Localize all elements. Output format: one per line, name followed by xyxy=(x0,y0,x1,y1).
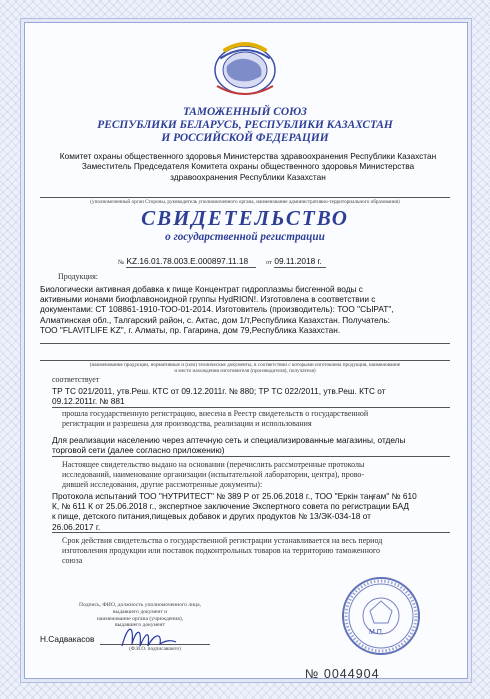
product-text xyxy=(40,284,454,335)
stamp-text: М.П. xyxy=(369,629,384,636)
serial-value: 0044904 xyxy=(323,667,380,681)
basis-line: К, № 611 К от 25.06.2018 г., экспертное заключение Экспертного совета по регистрации БАД xyxy=(52,501,410,512)
certificate-date: 09.11.2018 г. xyxy=(274,256,322,266)
usage-line: торговой сети (далее согласно приложению) xyxy=(52,445,225,456)
signature-caption-line: наименование органа (учреждения), xyxy=(96,615,184,622)
validity-text xyxy=(62,536,454,566)
divider xyxy=(274,267,326,268)
validity-line: Срок действия свидетельства о государственной регистрации устанавливается на весь период xyxy=(62,536,383,545)
serial-label: № xyxy=(305,667,320,681)
signature-caption-line: Подпись, ФИО, должность уполномоченного лица, xyxy=(79,602,201,608)
product-line: документами: СТ 108861-1910-ТОО-01-2014. Изготовитель (производитель): ТОО "СЫРАТ", xyxy=(40,304,394,315)
conformity-label: соответствует xyxy=(52,375,100,384)
validity-line: союза xyxy=(62,556,83,565)
validity-line: изготовления продукции или поставок подконтрольных товаров на территорию таможенного xyxy=(62,546,380,555)
union-title-line: ТАМОЖЕННЫЙ СОЮЗ xyxy=(183,106,307,118)
usage-line: Для реализации населению через аптечную сеть и специализированные магазины, отделы xyxy=(52,435,406,445)
basis-intro xyxy=(62,460,454,490)
basis-text xyxy=(52,491,456,532)
issuer-caption: (уполномоченный орган Стороны, руководитель уполномоченного органа, наименование административно-территориального образования) xyxy=(90,199,400,205)
issuer-line: здравоохранения Республики Казахстан xyxy=(170,171,326,182)
union-title-line: РЕСПУБЛИКИ БЕЛАРУСЬ, РЕСПУБЛИКИ КАЗАХСТАН xyxy=(97,119,393,131)
registration-line: регистрации и разрешена для производства, реализации и использования xyxy=(62,419,312,428)
divider xyxy=(52,456,450,457)
signature-caption-line: выдавшего документ xyxy=(115,622,165,629)
product-line: активными ионами биофлавоноидной группы HydRION!. Изготовлена в соответствии с xyxy=(40,294,376,305)
certificate-number: KZ.16.01.78.003.E.000897.11.18 xyxy=(126,256,249,266)
union-title-line: И РОССИЙСКОЙ ФЕДЕРАЦИИ xyxy=(161,132,329,144)
conformity-line: 09.12.2011г. № 881 xyxy=(52,396,125,407)
certificate-number-line xyxy=(118,256,248,266)
product-line: Биологически активная добавка к пище Концентрат гидроплазмы бисгенной воды с xyxy=(40,284,363,294)
basis-intro-line: исследований, наименование организации (испытательной лаборатории, центра), прово- xyxy=(62,470,365,479)
certificate-subtitle: о государственной регистрации xyxy=(165,231,325,243)
product-line: ТОО "FLAVITLIFE KZ", г. Алматы, пр. Гагарина, дом 79,Республика Казахстан. xyxy=(40,324,341,335)
basis-intro-line: Настоящее свидетельство выдано на основании (перечислить рассмотренные протоколы xyxy=(62,460,365,469)
customs-union-emblem-icon xyxy=(205,36,285,100)
issuer-line: Комитет охраны общественного здоровья Министерства здравоохранения Республики Казахстан xyxy=(59,151,437,161)
signer-name: Н.Садвакасов xyxy=(40,634,95,644)
basis-line: к пище, детского питания,пищевых добавок и других продуктов № 13/ЭК-034-18 от xyxy=(52,511,371,522)
signature-caption-line: выдавшего документ и xyxy=(112,608,168,615)
number-label: № xyxy=(118,259,125,266)
registration-statement xyxy=(62,409,454,429)
product-label: Продукция: xyxy=(58,272,98,281)
product-caption-line: и место нахождения изготовителя (производителя), получателя) xyxy=(174,368,316,374)
divider xyxy=(52,532,450,533)
divider xyxy=(40,197,450,198)
issuer-authority xyxy=(38,151,458,182)
divider xyxy=(40,343,450,344)
divider xyxy=(40,360,450,361)
signer-caption: (Ф.И.О. подписавшего) xyxy=(129,646,181,652)
product-line: Алматинская обл., Талгарский район, с. Актас, дом 1/т,Республика Казахстан. Получатель: xyxy=(40,314,390,325)
union-title xyxy=(40,106,450,145)
basis-intro-line: дившей исследования, другие рассмотренные документы): xyxy=(62,480,263,489)
serial-number xyxy=(305,667,380,681)
usage-text xyxy=(52,435,456,455)
conformity-text xyxy=(52,386,452,406)
product-caption xyxy=(40,362,450,374)
official-stamp-icon xyxy=(340,575,422,657)
product-caption-line: (наименование продукции, нормативные и (или) технические документы, в соответствии с которыми изготовлена продукция, наименование xyxy=(89,362,401,368)
handwritten-signature-icon xyxy=(118,620,178,652)
conformity-line: ТР ТС 021/2011, утв.Реш. КТС от 09.12.2011г. № 880; ТР ТС 022/2011, утв.Реш. КТС от xyxy=(52,386,386,396)
certificate-title: СВИДЕТЕЛЬСТВО xyxy=(141,206,349,230)
basis-line: 26.06.2017 г. xyxy=(52,521,101,532)
registration-line: прошла государственную регистрацию, внесена в Реестр свидетельств о государственной xyxy=(62,409,369,418)
basis-line: Протокола испытаний ТОО "НУТРИТЕСТ" № 389 Р от 25.06.2018 г., ТОО "Еркін таңғам" № 610 xyxy=(52,491,417,501)
issuer-line: Заместитель Председателя Комитета охраны общественного здоровья Министерства xyxy=(81,161,415,172)
certificate-date-line xyxy=(266,256,322,266)
divider xyxy=(52,407,450,408)
date-label: от xyxy=(266,259,273,266)
divider xyxy=(126,267,256,268)
